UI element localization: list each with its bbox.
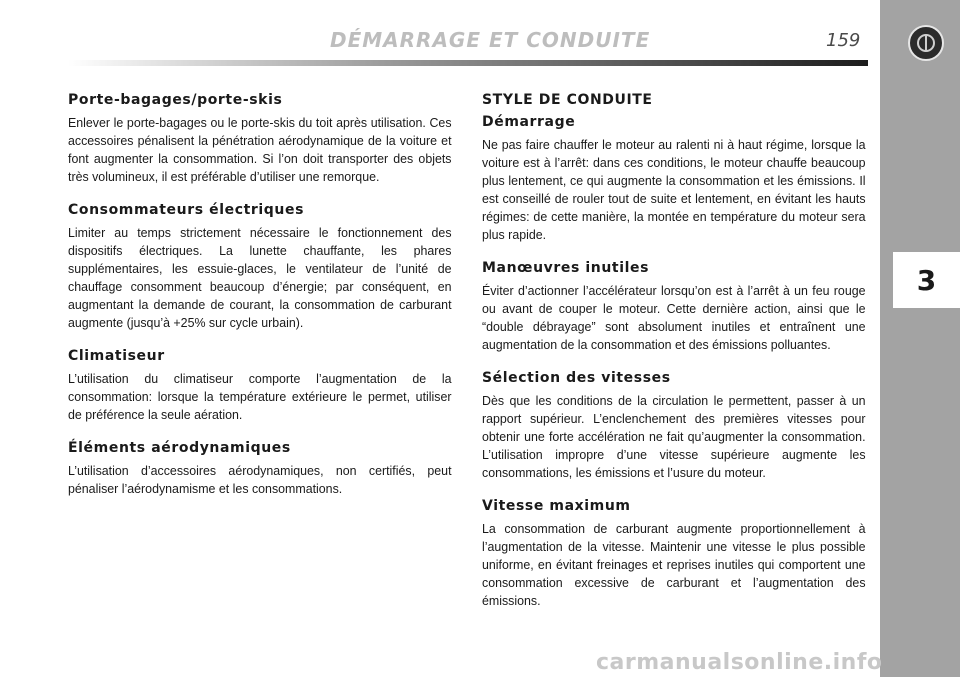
- section-climatiseur: [68, 348, 452, 424]
- section-text: Enlever le porte-bagages ou le porte-skis du toit après utilisation. Ces accessoires pénalisent la pénétration aérodynamique de la voiture et font augmenter la consommation. Si l’on doit transporter des objets très volumineux, il est préférable d’utiliser une remorque.: [68, 115, 452, 184]
- chapter-marker: [893, 252, 960, 308]
- left-column: [68, 92, 452, 514]
- page-number: 159: [826, 30, 861, 51]
- section-heading: Sélection des vitesses: [482, 370, 671, 386]
- section-manoeuvres: [482, 260, 866, 354]
- section-text: La consommation de carburant augmente proportionnellement à l’augmentation de la vitesse. Maintenir une vitesse le plus possible uniforme, en évitant freinages et reprises inutiles qui comportent une consommation excessive de carburant et l’augmentation des émissions.: [482, 521, 866, 608]
- section-heading: Porte-bagages/porte-skis: [68, 92, 283, 108]
- header-rule: [68, 60, 868, 66]
- page-title: DÉMARRAGE ET CONDUITE: [330, 28, 651, 52]
- section-text: Dès que les conditions de la circulation le permettent, passer à un rapport supérieur. L’enclenchement des premières vitesses pour obtenir une forte accélération ne fait qu’augmenter la consommation. L’utilisation impropre d’une vitesse supérieure augmente les consommations, les émissions et l’usure du moteur.: [482, 393, 866, 480]
- right-column: [482, 92, 866, 626]
- section-heading: Vitesse maximum: [482, 498, 631, 514]
- main-heading: STYLE DE CONDUITE: [482, 92, 653, 108]
- section-porte-bagages: [68, 92, 452, 186]
- watermark: carmanualsonline.info: [596, 650, 883, 675]
- section-text: L’utilisation d’accessoires aérodynamiques, non certifiés, peut pénaliser l’aérodynamisme et les consommations.: [68, 463, 452, 496]
- section-heading: Manœuvres inutiles: [482, 260, 650, 276]
- section-selection-vitesses: [482, 370, 866, 482]
- section-elements-aerodynamiques: [68, 440, 452, 498]
- section-consommateurs: [68, 202, 452, 332]
- section-vitesse-maximum: [482, 498, 866, 610]
- section-demarrage: [482, 114, 866, 244]
- section-text: Éviter d’actionner l’accélérateur lorsqu’on est à l’arrêt à un feu rouge ou avant de couper le moteur. Cette dernière action, ainsi que le “double débrayage” sont absolument inutiles et entraînent une augmentation de la consommation et des émissions polluantes.: [482, 283, 866, 352]
- section-heading: Éléments aérodynamiques: [68, 440, 291, 456]
- logo-emblem: [917, 34, 935, 52]
- section-heading: Climatiseur: [68, 348, 165, 364]
- section-heading: Consommateurs électriques: [68, 202, 304, 218]
- section-text: Limiter au temps strictement nécessaire le fonctionnement des dispositifs électriques. La lunette chauffante, les phares supplémentaires, les essuie-glaces, le ventilateur de l’unité de chauffage consomment beaucoup d’énergie; par conséquent, en augmentant la demande de courant, la consommation de carburant augmente (jusqu’à +25% sur cycle urbain).: [68, 225, 452, 330]
- side-tab: [880, 0, 960, 677]
- section-text: Ne pas faire chauffer le moteur au ralenti ni à haut régime, lorsque la voiture est à l’arrêt: dans ces conditions, le moteur chauffe beaucoup plus lentement, ce qui augmente la consommation et les émissions. Il est conseillé de rouler tout de suite et lentement, en évitant les hauts régimes: de cette manière, la montée en température du moteur sera plus rapide.: [482, 137, 866, 242]
- chapter-number: 3: [916, 263, 937, 297]
- section-heading: Démarrage: [482, 114, 576, 130]
- brand-logo-icon: [908, 25, 944, 61]
- section-text: L’utilisation du climatiseur comporte l’augmentation de la consommation: lorsque la température extérieure le permet, utiliser de préférence la seule aération.: [68, 371, 452, 422]
